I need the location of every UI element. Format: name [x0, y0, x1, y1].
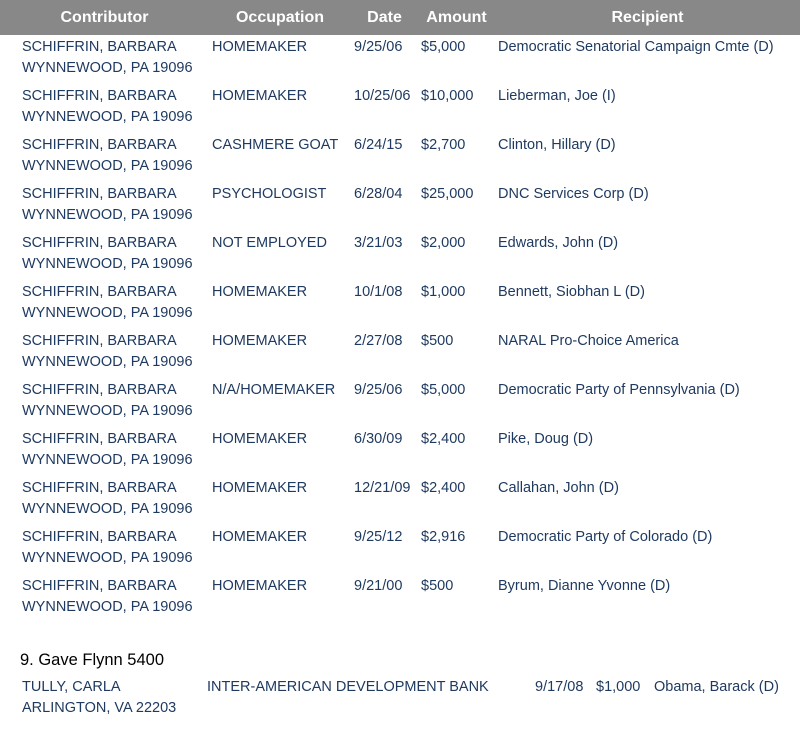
date-cell: 9/25/06	[354, 39, 403, 55]
table-row	[0, 476, 800, 525]
contributor-city: WYNNEWOOD, PA 19096	[22, 207, 193, 223]
table-row	[0, 182, 800, 231]
date-cell: 9/21/00	[354, 578, 403, 594]
date-cell: 6/24/15	[354, 137, 403, 153]
amount-cell: $5,000	[421, 382, 466, 398]
amount-cell: $2,000	[421, 235, 466, 251]
contributor-cell	[0, 329, 209, 378]
date-cell: 10/25/06	[354, 88, 411, 104]
contributor-city: WYNNEWOOD, PA 19096	[22, 305, 193, 321]
contributor-city: WYNNEWOOD, PA 19096	[22, 256, 193, 272]
amount-cell: $25,000	[421, 186, 474, 202]
section-contribution-row	[0, 677, 800, 727]
contributor-city: WYNNEWOOD, PA 19096	[22, 501, 193, 517]
occupation-cell: NOT EMPLOYED	[212, 235, 327, 251]
recipient-cell: Pike, Doug (D)	[498, 431, 594, 447]
header-occupation: Occupation	[209, 0, 351, 35]
date-cell: 3/21/03	[354, 235, 403, 251]
table-row	[0, 231, 800, 280]
amount-cell: $2,916	[421, 529, 466, 545]
date-cell: 9/25/12	[354, 529, 403, 545]
occupation-cell: HOMEMAKER	[212, 39, 308, 55]
amount-cell: $2,400	[421, 480, 466, 496]
header-recipient: Recipient	[495, 0, 800, 35]
amount-cell: $5,000	[421, 39, 466, 55]
recipient-cell: Obama, Barack (D)	[654, 679, 779, 695]
recipient-cell: Democratic Party of Colorado (D)	[498, 529, 713, 545]
date-cell: 9/25/06	[354, 382, 403, 398]
contributor-cell	[0, 84, 209, 133]
contributor-cell	[0, 378, 209, 427]
amount-cell: $2,700	[421, 137, 466, 153]
contributor-cell	[0, 525, 209, 574]
occupation-cell: CASHMERE GOAT	[212, 137, 339, 153]
contributor-name: SCHIFFRIN, BARBARA	[22, 284, 177, 300]
contributor-city: WYNNEWOOD, PA 19096	[22, 452, 193, 468]
occupation-cell: INTER-AMERICAN DEVELOPMENT BANK	[207, 679, 489, 695]
occupation-cell: HOMEMAKER	[212, 529, 308, 545]
contributor-cell	[0, 35, 209, 84]
table-row	[0, 378, 800, 427]
contributor-name: SCHIFFRIN, BARBARA	[22, 88, 177, 104]
contributor-name: SCHIFFRIN, BARBARA	[22, 235, 177, 251]
occupation-cell: HOMEMAKER	[212, 284, 308, 300]
table-body	[0, 35, 800, 623]
contributor-name: TULLY, CARLA	[22, 679, 121, 695]
recipient-cell: Byrum, Dianne Yvonne (D)	[498, 578, 671, 594]
amount-cell: $1,000	[421, 284, 466, 300]
contributor-name: SCHIFFRIN, BARBARA	[22, 480, 177, 496]
contributor-city: WYNNEWOOD, PA 19096	[22, 599, 193, 615]
occupation-cell: N/A/HOMEMAKER	[212, 382, 336, 398]
amount-cell: $10,000	[421, 88, 474, 104]
header-date: Date	[351, 0, 418, 35]
contributor-cell	[0, 427, 209, 476]
occupation-cell: HOMEMAKER	[212, 333, 308, 349]
contributor-cell	[0, 574, 209, 623]
recipient-cell: Bennett, Siobhan L (D)	[498, 284, 645, 300]
table-row	[0, 574, 800, 623]
amount-cell: $500	[421, 578, 454, 594]
contributor-city: WYNNEWOOD, PA 19096	[22, 354, 193, 370]
recipient-cell: Lieberman, Joe (I)	[498, 88, 616, 104]
contributor-city: WYNNEWOOD, PA 19096	[22, 403, 193, 419]
table-row	[0, 35, 800, 84]
date-cell: 10/1/08	[354, 284, 403, 300]
contributor-cell	[0, 133, 209, 182]
recipient-cell: DNC Services Corp (D)	[498, 186, 649, 202]
amount-cell: $500	[421, 333, 454, 349]
table-row	[0, 329, 800, 378]
contributor-name: SCHIFFRIN, BARBARA	[22, 333, 177, 349]
date-cell: 9/17/08	[535, 679, 584, 695]
contributor-city: ARLINGTON, VA 22203	[22, 700, 177, 716]
recipient-cell: Democratic Senatorial Campaign Cmte (D)	[498, 39, 774, 55]
table-header	[0, 0, 800, 35]
table-row	[0, 84, 800, 133]
contributor-name: SCHIFFRIN, BARBARA	[22, 578, 177, 594]
contributor-city: WYNNEWOOD, PA 19096	[22, 109, 193, 125]
occupation-cell: PSYCHOLOGIST	[212, 186, 327, 202]
table-row	[0, 427, 800, 476]
contributor-cell	[0, 280, 209, 329]
occupation-cell: HOMEMAKER	[212, 88, 308, 104]
occupation-cell: HOMEMAKER	[212, 431, 308, 447]
contributor-name: SCHIFFRIN, BARBARA	[22, 529, 177, 545]
contributor-city: WYNNEWOOD, PA 19096	[22, 60, 193, 76]
contributor-city: WYNNEWOOD, PA 19096	[22, 158, 193, 174]
contributor-cell	[0, 231, 209, 280]
contributor-name: SCHIFFRIN, BARBARA	[22, 382, 177, 398]
table-row	[0, 525, 800, 574]
table-row	[0, 133, 800, 182]
date-cell: 2/27/08	[354, 333, 403, 349]
contributor-name: SCHIFFRIN, BARBARA	[22, 186, 177, 202]
recipient-cell: Democratic Party of Pennsylvania (D)	[498, 382, 740, 398]
header-contributor: Contributor	[0, 0, 209, 35]
amount-cell: $1,000	[596, 679, 641, 695]
occupation-cell: HOMEMAKER	[212, 578, 308, 594]
section-title: 9. Gave Flynn 5400	[20, 651, 165, 669]
contributor-city: WYNNEWOOD, PA 19096	[22, 550, 193, 566]
recipient-cell: Clinton, Hillary (D)	[498, 137, 616, 153]
recipient-cell: Edwards, John (D)	[498, 235, 619, 251]
recipient-cell: Callahan, John (D)	[498, 480, 619, 496]
recipient-cell: NARAL Pro-Choice America	[498, 333, 679, 349]
contributor-cell	[0, 476, 209, 525]
contributor-name: SCHIFFRIN, BARBARA	[22, 137, 177, 153]
contributor-name: SCHIFFRIN, BARBARA	[22, 39, 177, 55]
table-row	[0, 280, 800, 329]
date-cell: 6/28/04	[354, 186, 403, 202]
occupation-cell: HOMEMAKER	[212, 480, 308, 496]
contributor-name: SCHIFFRIN, BARBARA	[22, 431, 177, 447]
date-cell: 12/21/09	[354, 480, 411, 496]
header-amount: Amount	[418, 0, 495, 35]
date-cell: 6/30/09	[354, 431, 403, 447]
contributor-cell	[0, 182, 209, 231]
amount-cell: $2,400	[421, 431, 466, 447]
